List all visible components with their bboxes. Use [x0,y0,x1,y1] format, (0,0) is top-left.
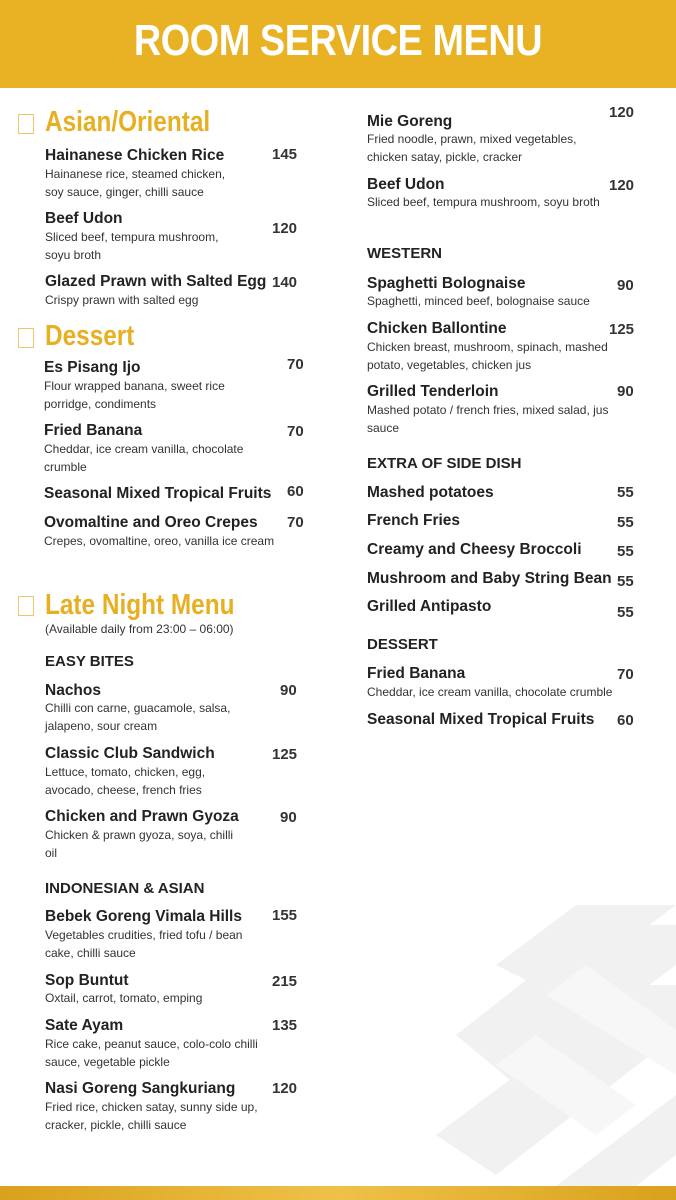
section-marker-icon [18,114,34,134]
menu-item-name: Mushroom and Baby String Bean [367,570,612,587]
menu-item-price: 135 [272,1017,298,1034]
menu-item-price: 60 [617,712,634,729]
menu-item-name: Mashed potatoes [367,484,494,501]
menu-item-price: 70 [287,356,304,373]
decorative-pattern-icon [436,905,676,1186]
menu-item-desc: Cheddar, ice cream vanilla, chocolate crumble [44,442,244,474]
menu-item-name: Ovomaltine and Oreo Crepes [44,514,258,531]
menu-item-name: Creamy and Cheesy Broccoli [367,541,582,558]
menu-item-price: 145 [272,146,298,163]
menu-item-desc: Vegetables crudities, fried tofu / bean cake, chilli sauce [45,928,243,960]
section-title-asian: Asian/Oriental [45,106,211,138]
menu-item-price: 90 [617,383,634,400]
section-marker-icon [18,328,34,348]
menu-item-name: Fried Banana [44,422,143,439]
menu-item-name: Grilled Antipasto [367,598,492,615]
menu-item-price: 125 [609,321,635,338]
menu-item-name: Nachos [45,682,101,699]
menu-item-desc: Crispy prawn with salted egg [45,293,199,307]
menu-item-name: Chicken Ballontine [367,320,507,337]
page-title: ROOM SERVICE MENU [133,16,543,65]
menu-item-price: 140 [272,274,298,291]
menu-item-name: Beef Udon [45,210,123,227]
menu-item-name: French Fries [367,512,461,529]
menu-item-desc: Rice cake, peanut sauce, colo-colo chilli sauce, vegetable pickle [45,1037,258,1069]
menu-item-name: Chicken and Prawn Gyoza [45,808,239,825]
menu-item-name: Glazed Prawn with Salted Egg [45,273,267,290]
menu-item-price: 70 [287,423,304,440]
section-title-dessert: Dessert [45,320,135,352]
menu-item-desc: Oxtail, carrot, tomato, emping [45,991,203,1005]
subsection-title: DESSERT [367,636,438,653]
menu-item-name: Sop Buntut [45,972,129,989]
menu-item-desc: Fried noodle, prawn, mixed vegetables, chicken satay, pickle, cracker [367,132,577,164]
menu-item-price: 90 [280,682,297,699]
menu-item-price: 120 [272,1080,298,1097]
menu-item-price: 55 [617,573,634,590]
menu-item-desc: Sliced beef, tempura mushroom, soyu broth [367,195,600,209]
header-banner [0,0,676,88]
menu-item-price: 125 [272,746,298,763]
menu-item-price: 90 [617,277,634,294]
menu-item-desc: Flour wrapped banana, sweet rice porridge, condiments [44,379,225,411]
menu-item-name: Seasonal Mixed Tropical Fruits [367,711,595,728]
subsection-title: EXTRA OF SIDE DISH [367,455,522,472]
menu-item-name: Es Pisang Ijo [44,359,141,376]
menu-item-desc: Chicken breast, mushroom, spinach, mashed potato, vegetables, chicken jus [367,340,608,372]
menu-item-name: Bebek Goreng Vimala Hills [45,908,242,925]
menu-item-name: Fried Banana [367,665,466,682]
menu-item-price: 155 [272,907,298,924]
menu-item-name: Mie Goreng [367,113,453,130]
menu-item-price: 70 [617,666,634,683]
menu-item-name: Seasonal Mixed Tropical Fruits [44,485,272,502]
menu-item-name: Hainanese Chicken Rice [45,147,225,164]
menu-item-name: Sate Ayam [45,1017,124,1034]
menu-item-desc: Chilli con carne, guacamole, salsa, jalapeno, sour cream [45,701,231,733]
subsection-title: WESTERN [367,245,442,262]
subsection-title: EASY BITES [45,653,134,670]
menu-item-name: Spaghetti Bolognaise [367,275,526,292]
menu-item-desc: Mashed potato / french fries, mixed salad, jus sauce [367,403,609,435]
menu-item-desc: Fried rice, chicken satay, sunny side up, cracker, pickle, chilli sauce [45,1100,258,1132]
menu-item-name: Beef Udon [367,176,445,193]
menu-item-price: 120 [609,177,635,194]
menu-item-desc: Crepes, ovomaltine, oreo, vanilla ice cream [44,534,275,548]
menu-item-price: 215 [272,973,298,990]
subsection-title: INDONESIAN & ASIAN [45,880,205,897]
menu-item-desc: Lettuce, tomato, chicken, egg, avocado, cheese, french fries [45,765,206,797]
menu-item-name: Classic Club Sandwich [45,745,215,762]
menu-item-price: 120 [609,104,635,121]
menu-item-desc: Cheddar, ice cream vanilla, chocolate crumble [367,685,613,699]
footer-bar [0,1186,676,1200]
menu-item-desc: Chicken & prawn gyoza, soya, chilli oil [45,828,234,860]
menu-item-price: 70 [287,514,304,531]
menu-item-price: 120 [272,220,298,237]
section-title-late-night: Late Night Menu [45,589,235,621]
menu-item-price: 55 [617,604,634,621]
section-marker-icon [18,596,34,616]
availability-note: (Available daily from 23:00 – 06:00) [45,622,234,636]
menu-item-name: Nasi Goreng Sangkuriang [45,1080,236,1097]
menu-item-desc: Spaghetti, minced beef, bolognaise sauce [367,294,590,308]
menu-item-price: 55 [617,543,634,560]
menu-item-price: 55 [617,484,634,501]
menu-item-price: 60 [287,483,304,500]
menu-item-price: 90 [280,809,297,826]
menu-item-desc: Sliced beef, tempura mushroom, soyu broth [45,230,219,262]
menu-item-desc: Hainanese rice, steamed chicken, soy sauce, ginger, chilli sauce [45,167,226,199]
menu-item-price: 55 [617,514,634,531]
menu-item-name: Grilled Tenderloin [367,383,499,400]
